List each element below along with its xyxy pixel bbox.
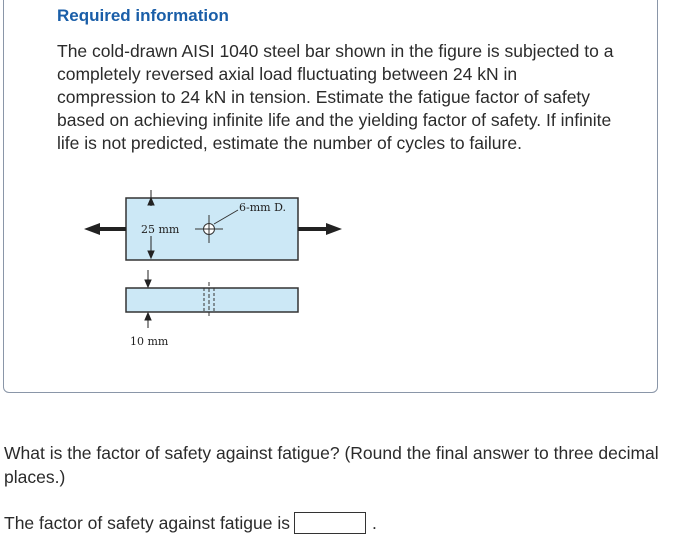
right-load-arrow — [298, 223, 342, 235]
answer-row — [4, 510, 377, 536]
width-dimension-label: 25 mm — [141, 223, 180, 236]
answer-label: The factor of safety against fatigue is — [4, 512, 290, 533]
thickness-dimension-label: 10 mm — [130, 335, 169, 348]
bar-side-view — [126, 288, 298, 312]
hole-diameter-label: 6-mm D. — [239, 201, 286, 214]
answer-trailing-period: . — [372, 512, 377, 533]
required-information-title: Required information — [57, 6, 229, 25]
left-load-arrow — [84, 223, 126, 235]
factor-of-safety-input[interactable] — [294, 512, 366, 534]
question-text: What is the factor of safety against fatigue? (Round the final answer to three decimal places.) — [4, 443, 659, 487]
problem-statement: The cold-drawn AISI 1040 steel bar shown in the figure is subjected to a completely reversed axial load fluctuating between 24 kN in compression to 24 kN in tension. Estimate the fatigue factor of safety based on achieving infinite life and the yielding factor of safety. If infinite life is not predicted, estimate the number of cycles to failure. — [57, 41, 614, 153]
steel-bar-figure — [78, 188, 348, 358]
